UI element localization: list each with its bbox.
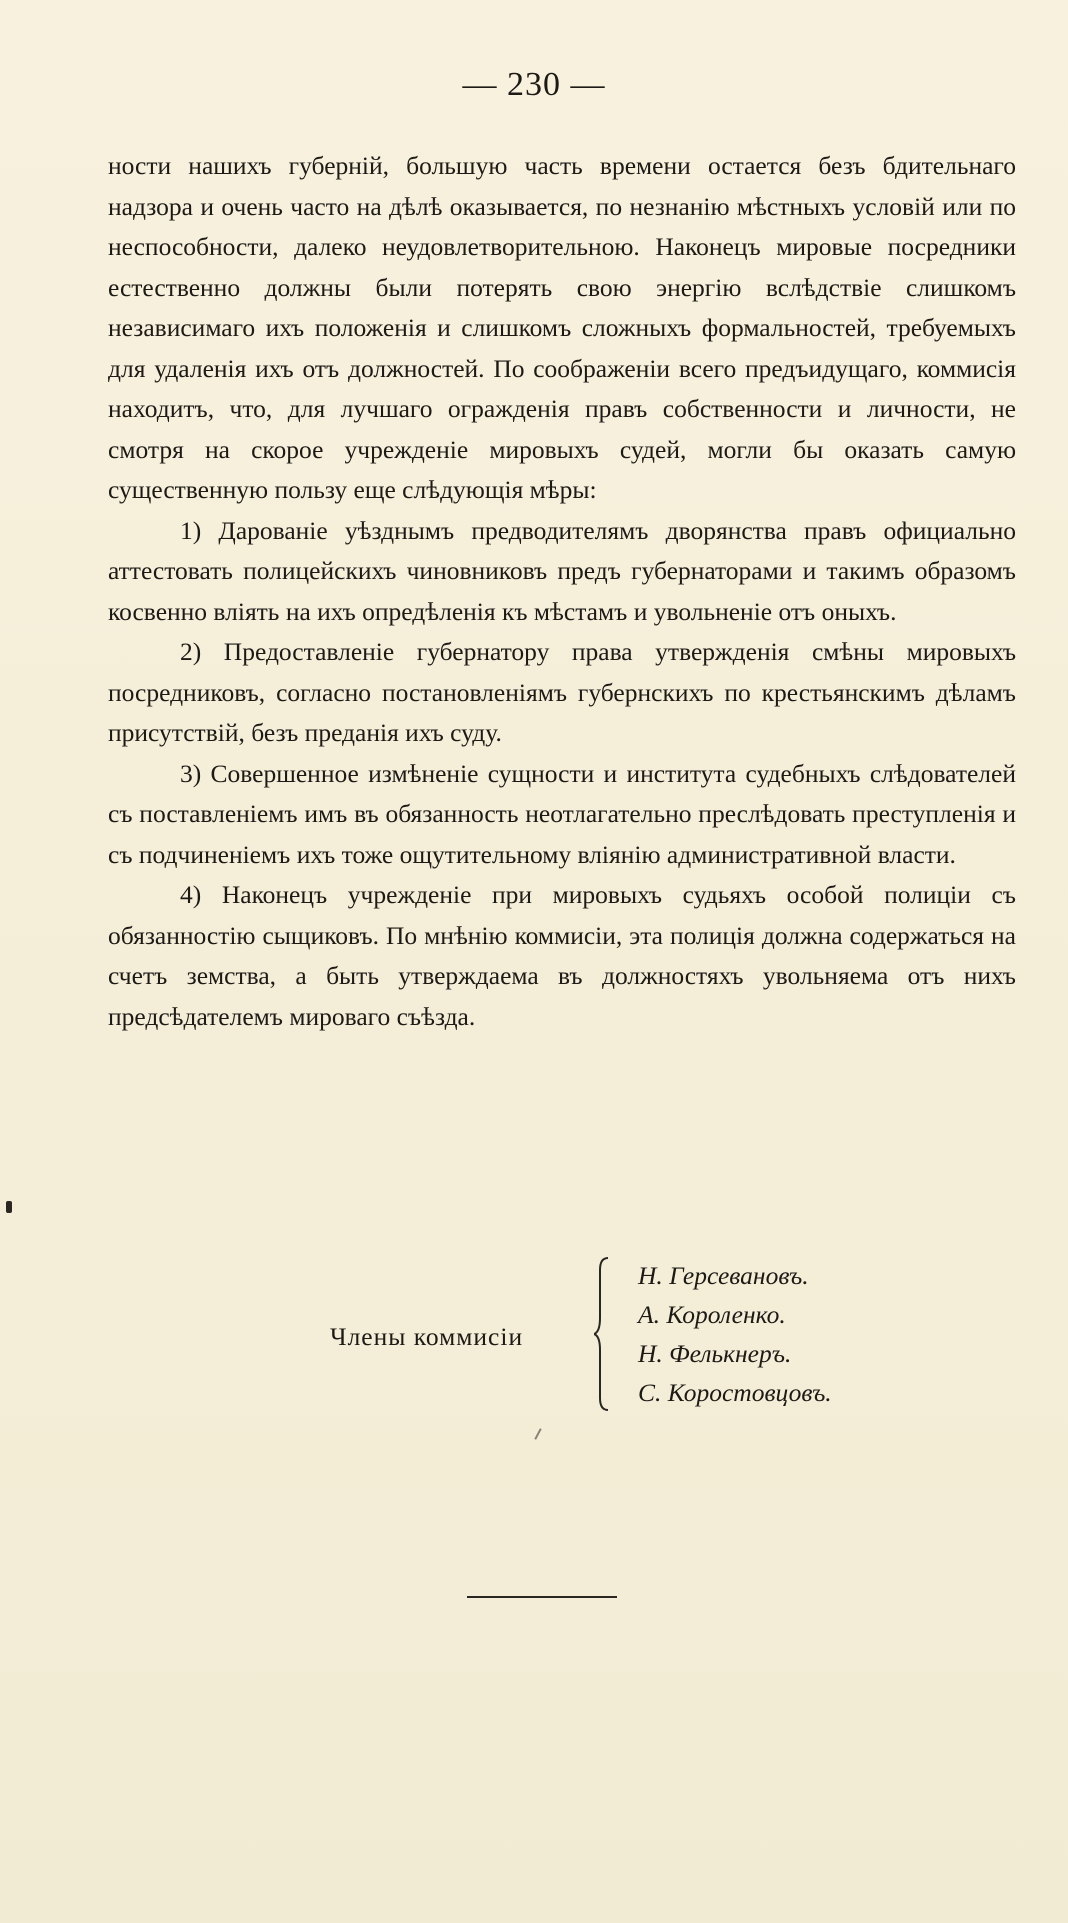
list-item-3: 3) Совершенное измѣненіе сущности и института судебныхъ слѣдователей съ поставленіемъ имъ въ обязанность неотлагательно преслѣдовать преступленія и съ подчиненіемъ ихъ тоже ощутительному вліянію административной власти. [108,758,1016,869]
list-item-1: 1) Дарованіе уѣзднымъ предводителямъ дворянства правъ официально аттестовать полицейскихъ чиновниковъ предъ губернаторами и такимъ образомъ косвенно вліять на ихъ опредѣленія къ мѣстамъ и увольненіе отъ оныхъ. [108,515,1016,626]
signatures-label: Члены коммисіи [330,1322,524,1351]
body-text [108,146,1016,1037]
signature-name-1: Н. Герсевановъ. [638,1261,809,1290]
page-number: — 230 — [462,66,606,103]
end-rule [467,1596,617,1598]
signature-name-4: С. Коростовцовъ. [638,1378,832,1407]
paragraph-continuation: ности нашихъ губерній, большую часть времени остается безъ бдительнаго надзора и очень часто на дѣлѣ оказывается, по незнанію мѣстныхъ условій или по неспособности, далеко неудовлетворительною. Наконецъ мировые посредники естественно должны были потерять свою энергію вслѣдствіе слишкомъ независимаго ихъ положенія и слишкомъ сложныхъ формальностей, требуемыхъ для удаленія ихъ отъ должностей. По соображеніи всего предъидущаго, коммисія находитъ, что, для лучшаго огражденія правъ собственности и личности, не смотря на скорое учрежденіе мировыхъ судей, могли бы оказать самую существенную пользу еще слѣдующія мѣры: [108,151,1016,504]
signature-name-2: А. Короленко. [638,1300,786,1329]
curly-brace-icon [594,1256,614,1412]
list-item-2: 2) Предоставленіе губернатору права утвержденія смѣны мировыхъ посредниковъ, согласно постановленіямъ губернскихъ по крестьянскимъ дѣламъ присутствій, безъ преданія ихъ суду. [108,637,1016,747]
signature-block [108,1256,1016,1416]
list-item-4: 4) Наконецъ учрежденіе при мировыхъ судьяхъ особой полиціи съ обязанностію сыщиковъ. По мнѣнію коммисіи, эта полиція должна содержаться на счетъ земства, а быть утверждаема въ должностяхъ увольняема отъ нихъ предсѣдателемъ мироваго съѣзда. [108,880,1016,1031]
ink-tick [534,1428,541,1440]
signatures-list [638,1256,832,1412]
ink-spot [6,1201,12,1213]
signature-name-3: Н. Фелькнеръ. [638,1339,792,1368]
